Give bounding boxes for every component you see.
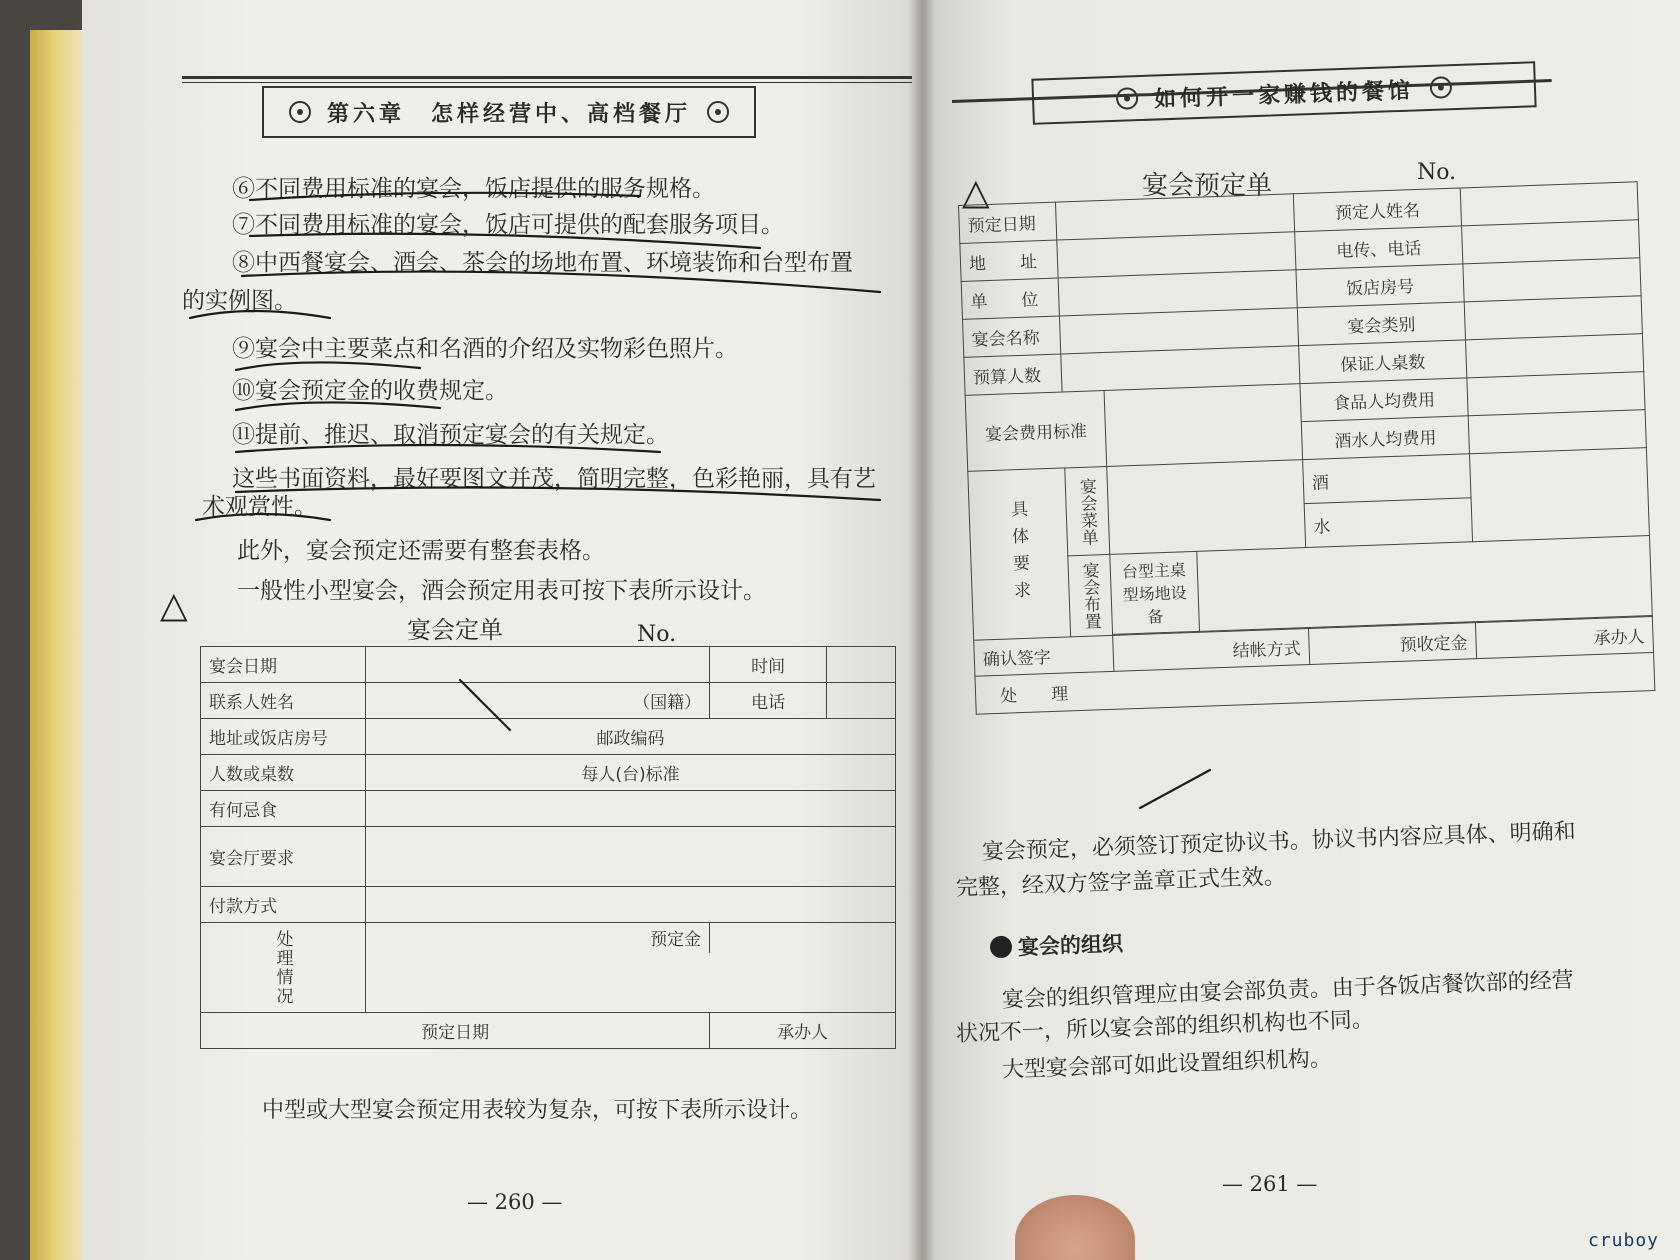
left-header-text: 第六章 怎样经营中、高档餐厅 (326, 101, 691, 127)
form-title: 宴会预定单 (1142, 171, 1273, 201)
body-paragraph-continuation: 状况不一，所以宴会部的组织机构也不同。 (955, 1007, 1375, 1047)
right-header-text: 如何开一家赚钱的餐馆 (1153, 77, 1415, 113)
form-label: 承办人 (710, 1013, 896, 1049)
form-label: 每人(台)标准 (366, 755, 896, 791)
form-label: 预算人数 (964, 354, 1062, 395)
form-field (1460, 182, 1638, 226)
form-label: 邮政编码 (366, 719, 896, 755)
form-label: 食品人均费用 (1300, 378, 1468, 422)
form-field (1107, 460, 1306, 555)
form-label: 确认签字 (974, 635, 1114, 676)
form-label: 宴会日期 (201, 647, 366, 683)
list-item: ⑩宴会预定金的收费规定。 (232, 378, 508, 404)
form-label: 预收定金 (1308, 623, 1476, 665)
form-field (366, 887, 896, 923)
body-paragraph: 宴会的组织管理应由宴会部负责。由于各饭店餐饮部的经营 (1001, 968, 1575, 1013)
form-title: 宴会定单 (407, 616, 503, 644)
form-label: 有何忌食 (201, 791, 366, 827)
body-paragraph: 一般性小型宴会，酒会预定用表可按下表所示设计。 (237, 578, 766, 604)
form-label: 结帐方式 (1113, 629, 1310, 672)
form-field (1463, 258, 1641, 302)
form-label: 宴会费用标准 (965, 391, 1107, 472)
form-label: 保证人桌数 (1299, 340, 1467, 384)
body-paragraph: 中型或大型宴会预定用表较为复杂，可按下表所示设计。 (262, 1098, 813, 1123)
form-label: 电传、电话 (1295, 226, 1463, 270)
book-gutter-shadow (908, 0, 936, 1260)
bullet-icon (990, 936, 1013, 959)
form-field (1469, 448, 1649, 542)
body-paragraph-continuation: 完整，经双方签字盖章正式生效。 (955, 864, 1287, 901)
form-label: 处 理 (975, 652, 1655, 714)
form-label: （国籍） (366, 683, 710, 719)
form-field (710, 923, 896, 953)
body-paragraph: 大型宴会部可如此设置组织机构。 (1001, 1046, 1333, 1083)
form-field (827, 647, 896, 683)
circle-dot-icon (1116, 87, 1139, 110)
header-rule (182, 76, 912, 79)
form-field (1466, 334, 1644, 378)
small-banquet-order-form (200, 646, 896, 1049)
form-label: 宴会菜单 (1065, 466, 1110, 555)
list-item-continuation: 的实例图。 (182, 288, 297, 314)
left-page (82, 0, 922, 1260)
right-page (922, 0, 1680, 1260)
form-label: 水 (1304, 498, 1472, 548)
list-item: ⑧中西餐宴会、酒会、茶会的场地布置、环境装饰和台型布置 (232, 250, 853, 276)
form-label: 预定日期 (959, 202, 1057, 243)
form-number-label: No. (1417, 160, 1457, 185)
list-item: ⑦不同费用标准的宴会，饭店可提供的配套服务项目。 (232, 212, 784, 238)
form-label: 宴会类别 (1297, 302, 1465, 346)
circle-dot-icon (289, 101, 311, 123)
form-label: 人数或桌数 (201, 755, 366, 791)
form-label: 具体要求 (968, 468, 1071, 640)
form-field (827, 683, 896, 719)
form-label: 宴会名称 (962, 316, 1060, 357)
form-label: 付款方式 (201, 887, 366, 923)
circle-dot-icon (1430, 76, 1453, 99)
section-heading (990, 928, 1124, 963)
left-running-header (262, 86, 756, 138)
form-field (366, 953, 896, 1013)
form-label: 处理情况 (201, 923, 366, 1013)
form-field (366, 827, 896, 887)
form-label: 电话 (710, 683, 827, 719)
body-paragraph-continuation: 术观赏性。 (202, 494, 317, 520)
form-number-label: No. (637, 622, 677, 647)
form-label: 酒水人均费用 (1301, 416, 1469, 460)
form-label: 宴会布置 (1068, 554, 1113, 636)
form-label: 预定日期 (201, 1013, 710, 1049)
body-paragraph: 这些书面资料，最好要图文并茂，简明完整，色彩艳丽，具有艺 (232, 466, 876, 492)
body-paragraph: 此外，宴会预定还需要有整套表格。 (237, 538, 605, 564)
circle-dot-icon (707, 101, 729, 123)
form-label: 宴会厅要求 (201, 827, 366, 887)
form-field (1468, 410, 1646, 454)
form-label: 时间 (710, 647, 827, 683)
form-field (1464, 296, 1642, 340)
page-number: — 260 — (467, 1190, 563, 1214)
list-item: ⑨宴会中主要菜点和名酒的介绍及实物彩色照片。 (232, 336, 738, 362)
form-field (1104, 384, 1303, 467)
list-item: ⑥不同费用标准的宴会，饭店提供的服务规格。 (232, 176, 715, 202)
form-label: 承办人 (1475, 617, 1653, 659)
book-page-edges (30, 30, 90, 1260)
form-label: 单 位 (961, 278, 1059, 319)
right-running-header (1031, 61, 1536, 125)
handwritten-triangle-mark: △ (160, 585, 188, 626)
form-field (1467, 372, 1645, 416)
form-label: 预定人姓名 (1293, 188, 1461, 232)
form-label: 台型主桌型场地设备 (1110, 551, 1200, 634)
form-field (366, 791, 896, 827)
form-label: 地址或饭店房号 (201, 719, 366, 755)
watermark-text: cruboy (1588, 1230, 1660, 1251)
handwritten-triangle-mark: △ (962, 172, 990, 213)
header-rule-thin (182, 82, 912, 83)
form-field (1462, 220, 1640, 264)
form-label: 联系人姓名 (201, 683, 366, 719)
form-label: 饭店房号 (1296, 264, 1464, 308)
body-paragraph: 宴会预定，必须签订预定协议书。协议书内容应具体、明确和 (981, 819, 1577, 865)
form-label: 地 址 (960, 240, 1058, 281)
form-label: 预定金 (366, 923, 710, 953)
form-field (366, 647, 710, 683)
page-number: — 261 — (1222, 1172, 1318, 1196)
form-label: 酒 (1303, 454, 1471, 504)
section-heading-text: 宴会的组织 (1017, 931, 1124, 960)
large-banquet-booking-form (958, 181, 1655, 714)
list-item: ⑪提前、推迟、取消预定宴会的有关规定。 (232, 422, 669, 448)
